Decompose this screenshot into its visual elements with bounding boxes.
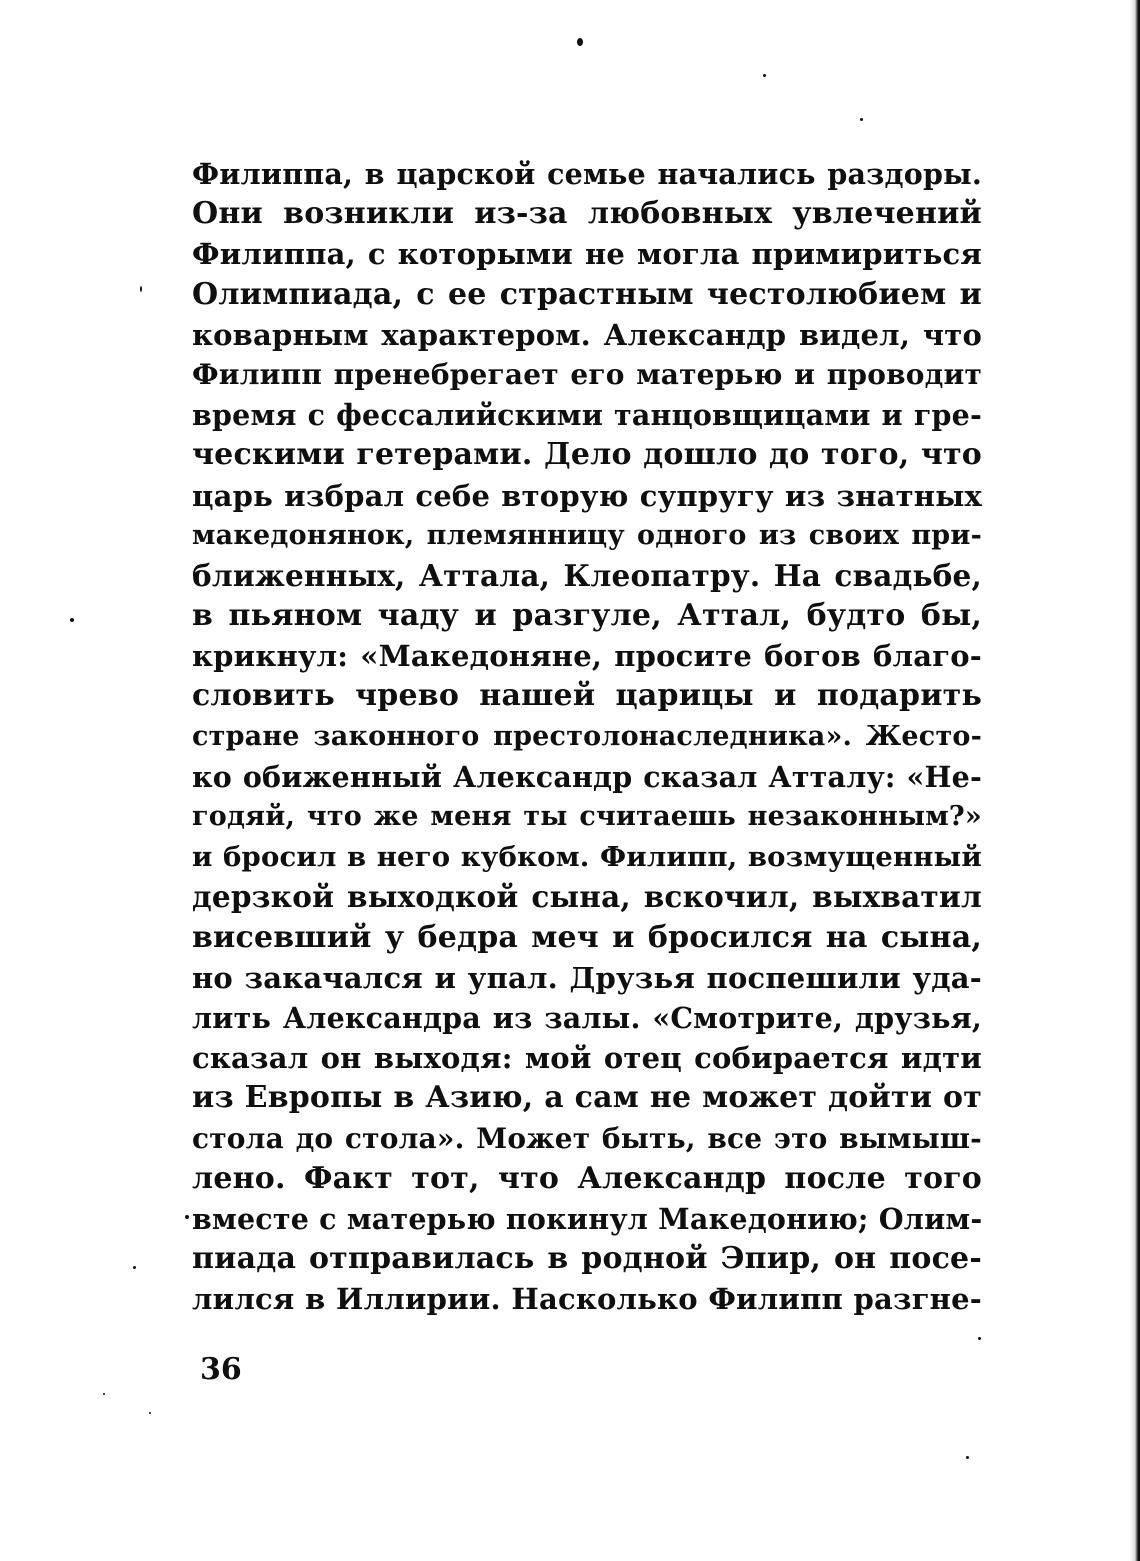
scan-speck: [103, 1393, 105, 1395]
scan-edge-shadow: [1130, 0, 1140, 1561]
text-line: Олимпиада, с ее страстным честолюбием и: [192, 276, 982, 312]
text-line: лено. Факт тот, что Александр после того: [192, 1160, 982, 1196]
scan-speck: [978, 1337, 981, 1340]
text-line: из Европы в Азию, а сам не может дойти от: [192, 1080, 982, 1116]
text-line: в пьяном чаду и разгуле, Аттал, будто бы,: [192, 598, 982, 634]
text-line: Филипп пренебрегает его матерью и проводит: [192, 357, 982, 391]
text-line: дерзкой выходкой сына, вскочил, выхватил: [192, 879, 982, 915]
text-line: ческими гетерами. Дело дошло до того, что: [192, 437, 982, 473]
text-line: ко обиженный Александр сказал Атталу: «Не-: [192, 759, 982, 794]
text-line: вместе с матерью покинул Македонию; Олим-: [192, 1201, 983, 1236]
text-line: и бросил в него кубком. Филипп, возмущенный: [192, 841, 982, 874]
text-line: Филиппа, в царской семье начались раздоры.: [192, 157, 982, 191]
text-line: стола до стола». Может быть, все это вымыш-: [192, 1121, 982, 1155]
text-line: но закачался и упал. Друзья поспешили уда-: [192, 960, 982, 995]
text-line: стране законного престолонаследника». Жесто-: [192, 720, 982, 752]
scan-speck: [149, 1412, 151, 1414]
text-line: лился в Иллирии. Насколько Филипп разгне-: [192, 1282, 982, 1317]
page-number: 36: [200, 1352, 242, 1387]
text-line: ближенных, Аттала, Клеопатру. На свадьбе,: [192, 557, 982, 593]
text-line: сказал он выходя: мой отец собирается идти: [192, 1041, 982, 1076]
text-line: время с фессалийскими танцовщицами и гре-: [192, 398, 982, 433]
text-line: царь избрал себе вторую супругу из знатных: [192, 478, 982, 513]
scan-speck: [860, 118, 863, 121]
text-line: годяй, что же меня ты считаешь незаконным?»: [192, 801, 982, 832]
scan-speck: [70, 618, 74, 622]
scan-speck: [966, 1456, 969, 1459]
scan-speck: [133, 1266, 136, 1269]
text-line: Они возникли из-за любовных увлечений: [192, 196, 982, 232]
scan-speck: [763, 74, 766, 77]
text-line: пиада отправилась в родной Эпир, он посе-: [192, 1241, 982, 1277]
text-line: македонянок, племянницу одного из своих при-: [192, 519, 982, 551]
text-line: крикнул: «Македоняне, просите богов благо-: [192, 639, 982, 674]
text-line: лить Александра из залы. «Смотрите, друзья,: [192, 1000, 982, 1035]
text-line: Филиппа, с которыми не могла примириться: [192, 237, 982, 272]
text-line: коварным характером. Александр видел, что: [192, 317, 982, 352]
scan-speck: [140, 286, 142, 292]
text-line: висевший у бедра меч и бросился на сына,: [192, 919, 982, 955]
scan-speck: [185, 1215, 189, 1219]
text-line: словить чрево нашей царицы и подарить: [192, 678, 982, 714]
scan-speck: [577, 38, 583, 46]
body-text: [192, 154, 982, 1319]
